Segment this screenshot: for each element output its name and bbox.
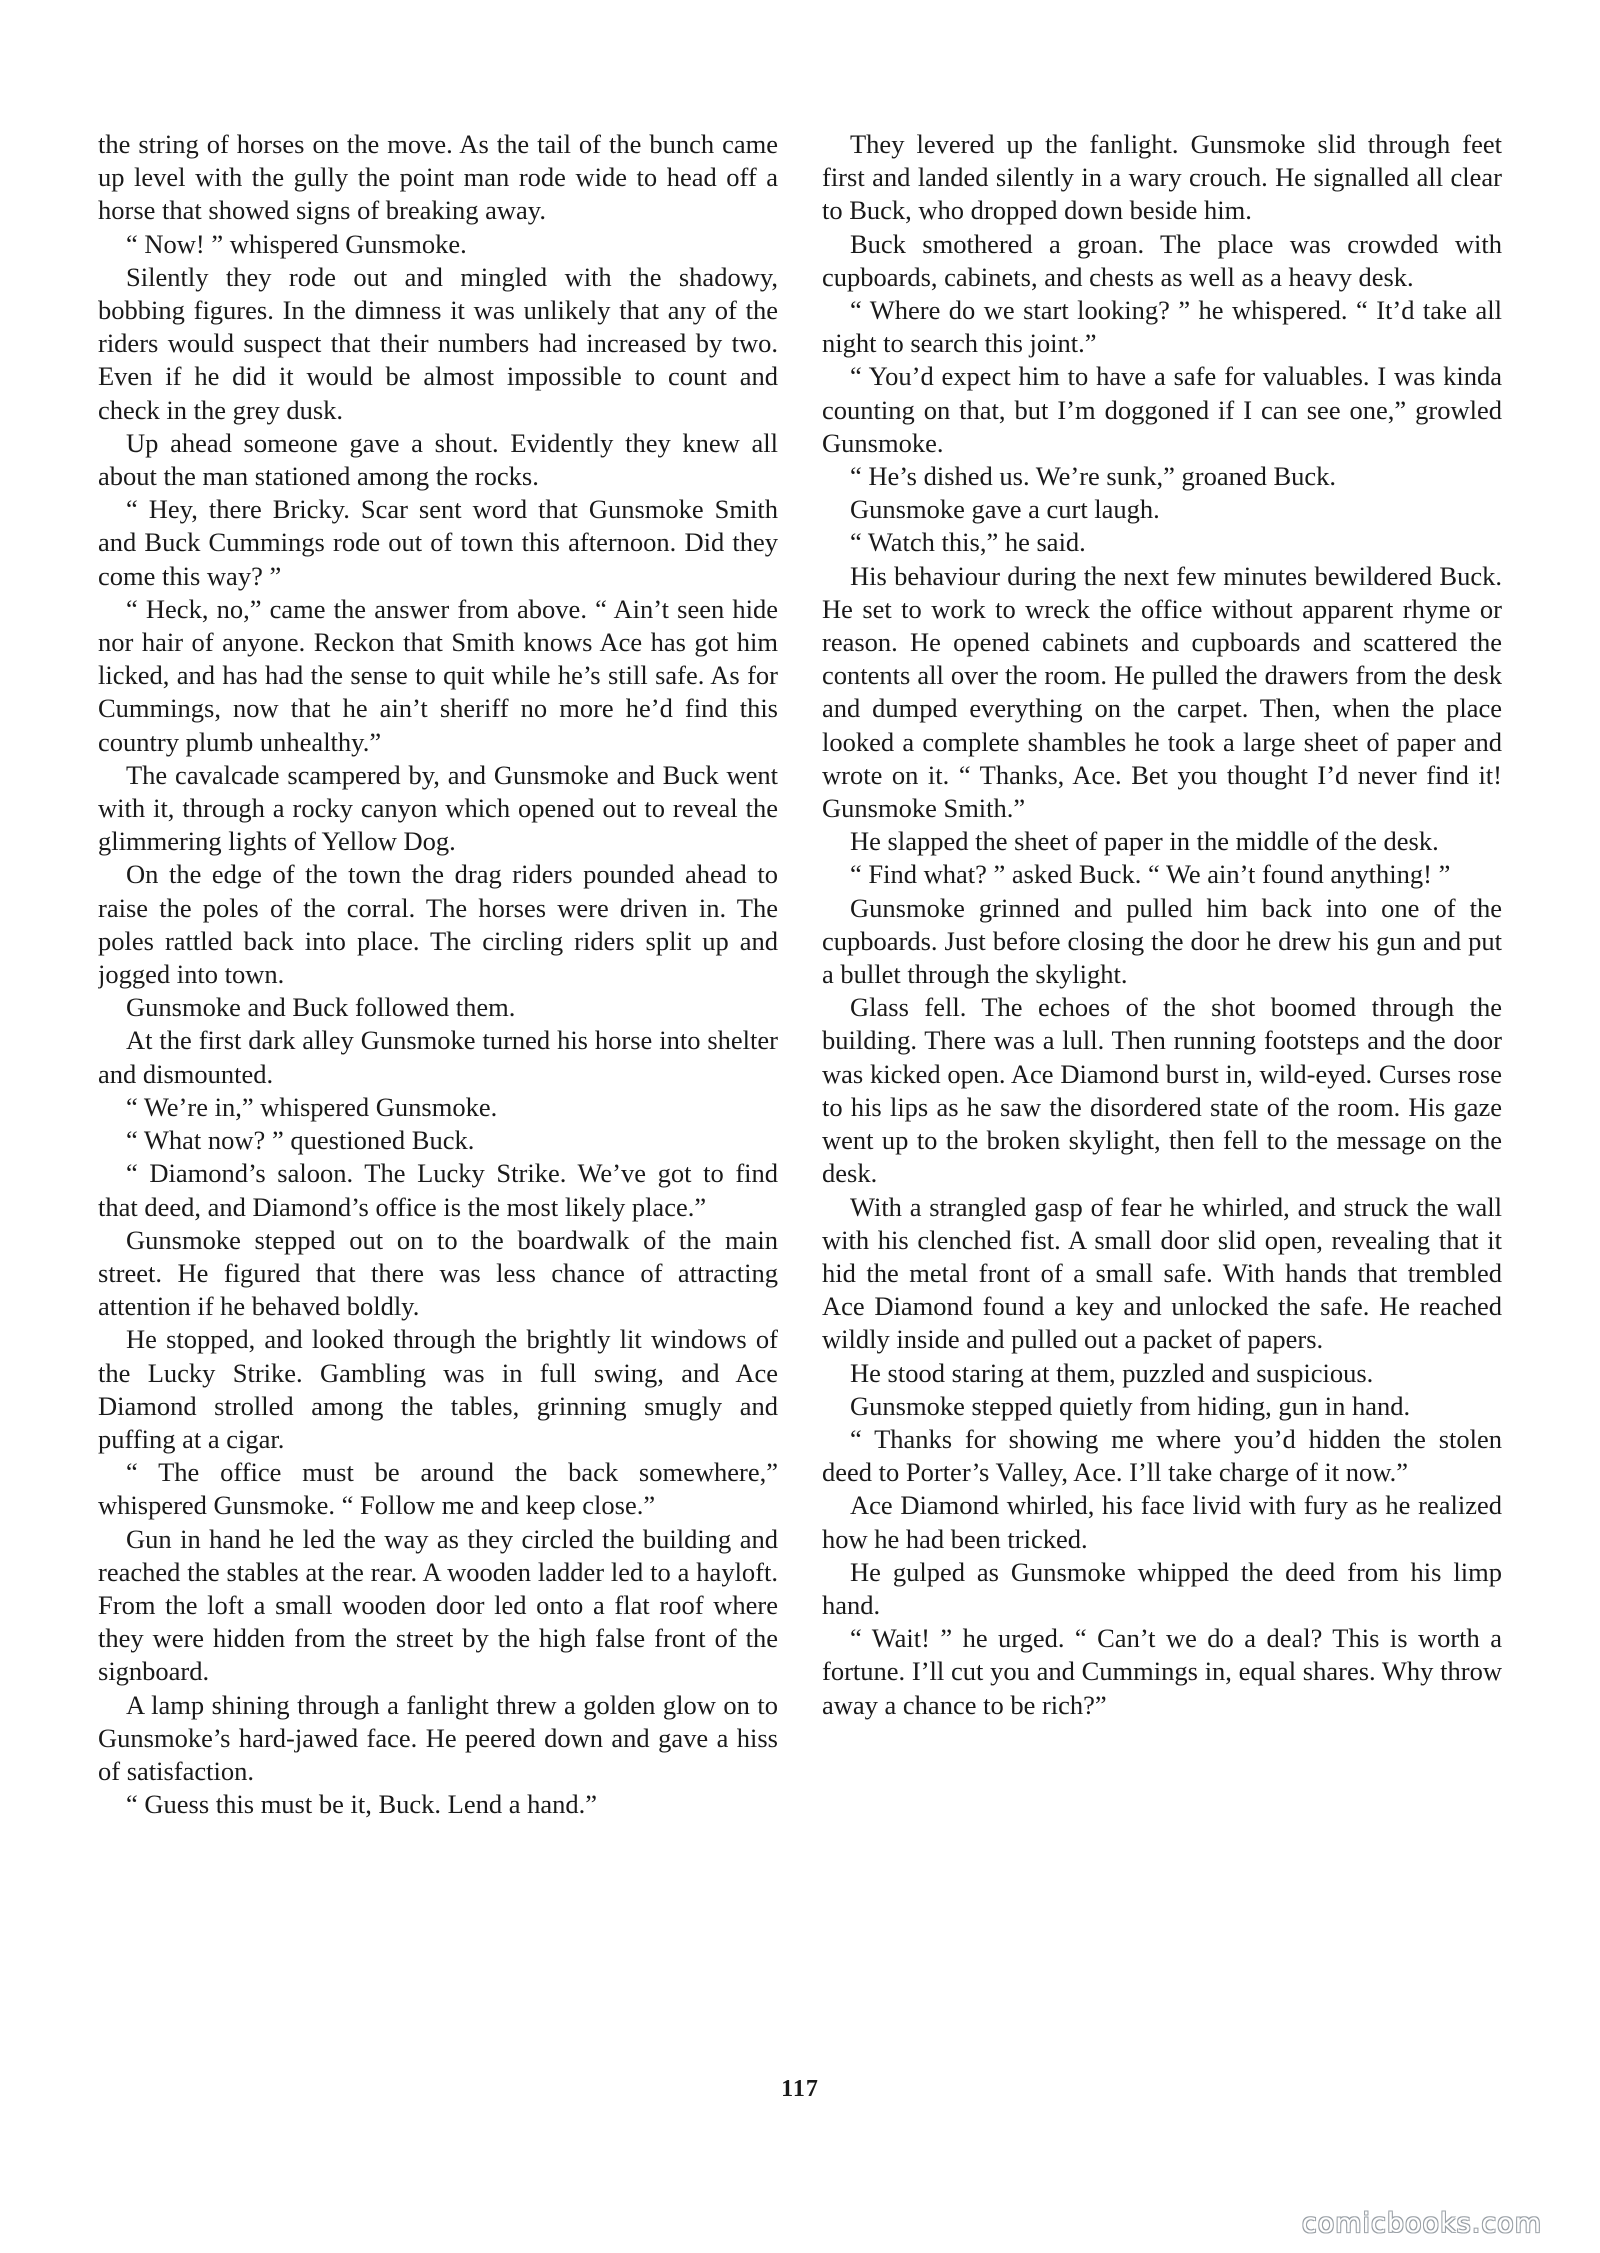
paragraph: “ What now? ” questioned Buck. [126, 1125, 475, 1156]
paragraph: His behaviour during the next few minutes bewildered Buck. He set to work to wreck the office without apparent rhyme or reason. He opened cabinets and cupboards and scattered the contents all over the room. He pulled the drawers from the desk and dumped everything on the carpet. Then, when the place looked a complete shambles he took a large sheet of paper and wrote on it. “ Thanks, Ace. Bet you thought I’d never find it! Gunsmoke Smith.” [822, 560, 1502, 824]
paragraph: Up ahead someone gave a shout. Evidently they knew all about the man stationed among the rocks. [98, 427, 778, 492]
paragraph: “ Watch this,” he said. [850, 527, 1086, 558]
paragraph: On the edge of the town the drag riders pounded ahead to raise the poles of the corral. The horses were driven in. The poles rattled back into place. The circling riders split up and jogged into town. [98, 859, 778, 990]
paragraph: “ Guess this must be it, Buck. Lend a hand.” [126, 1789, 598, 1820]
paragraph: He stood staring at them, puzzled and suspicious. [850, 1357, 1374, 1388]
watermark-logo: comicbooks.com [1301, 2208, 1542, 2239]
paragraph: “ He’s dished us. We’re sunk,” groaned Buck. [850, 461, 1337, 492]
paragraph: Silently they rode out and mingled with the shadowy, bobbing figures. In the dimness it was unlikely that any of the riders would suspect that their numbers had increased by two. Even if he did it would be almost impossible to count and check in the grey dusk. [98, 261, 778, 425]
paragraph: the string of horses on the move. As the tail of the bunch came up level with the gully the point man rode wide to head off a horse that showed signs of breaking away. [98, 129, 778, 226]
paragraph: Gunsmoke gave a curt laugh. [850, 494, 1160, 525]
paragraph: “ Now! ” whispered Gunsmoke. [126, 228, 467, 259]
right-column [822, 128, 1502, 2078]
paragraph: A lamp shining through a fanlight threw a golden glow on to Gunsmoke’s hard-jawed face. He peered down and gave a hiss of satisfaction. [98, 1689, 778, 1786]
paragraph: “ Wait! ” he urged. “ Can’t we do a deal? This is worth a fortune. I’ll cut you and Cummings in, equal shares. Why throw away a chance to be rich?” [822, 1623, 1502, 1720]
paragraph: Gunsmoke stepped out on to the boardwalk of the main street. He figured that there was less chance of attracting attention if he behaved boldly. [98, 1224, 778, 1322]
paragraph: He slapped the sheet of paper in the middle of the desk. [850, 826, 1439, 857]
paragraph: At the first dark alley Gunsmoke turned his horse into shelter and dismounted. [98, 1025, 778, 1089]
paragraph: “ The office must be around the back somewhere,” whispered Gunsmoke. “ Follow me and keep close.” [98, 1457, 778, 1521]
paragraph: Gunsmoke stepped quietly from hiding, gun in hand. [850, 1390, 1411, 1421]
paragraph: “ You’d expect him to have a safe for valuables. I was kinda counting on that, but I’m doggoned if I can see one,” growled Gunsmoke. [822, 361, 1502, 458]
paragraph: With a strangled gasp of fear he whirled, and struck the wall with his clenched fist. A small door slid open, revealing that it hid the metal front of a small safe. With hands that trembled Ace Diamond found a key and unlocked the safe. He reached wildly inside and pulled out a packet of papers. [822, 1191, 1502, 1355]
paragraph: He gulped as Gunsmoke whipped the deed from his limp hand. [822, 1556, 1502, 1620]
paragraph: Ace Diamond whirled, his face livid with fury as he realized how he had been tricked. [822, 1490, 1502, 1554]
paragraph: Gunsmoke and Buck followed them. [126, 992, 516, 1023]
paragraph: “ Thanks for showing me where you’d hidden the stolen deed to Porter’s Valley, Ace. I’ll take charge of it now.” [822, 1423, 1502, 1488]
paragraph: Gunsmoke grinned and pulled him back into one of the cupboards. Just before closing the door he drew his gun and put a bullet through the skylight. [822, 892, 1502, 990]
paragraph: Gun in hand he led the way as they circled the building and reached the stables at the rear. A wooden ladder led to a hayloft. From the loft a small wooden door led onto a flat roof where they were hidden from the street by the high false front of the signboard. [98, 1523, 778, 1687]
paragraph: He stopped, and looked through the brightly lit windows of the Lucky Strike. Gambling was in full swing, and Ace Diamond strolled among the tables, grinning smugly and puffing at a cigar. [98, 1324, 778, 1454]
paragraph: “ Heck, no,” came the answer from above. “ Ain’t seen hide nor hair of anyone. Reckon that Smith knows Ace has got him licked, and has had the sense to quit while he’s still safe. As for Cummings, now that he ain’t sheriff no more he’d find this country plumb unhealthy.” [98, 593, 778, 757]
page-number: 117 [781, 2076, 819, 2102]
paragraph: “ We’re in,” whispered Gunsmoke. [126, 1091, 498, 1122]
paragraph: “ Where do we start looking? ” he whispered. “ It’d take all night to search this joint.” [822, 295, 1502, 359]
paragraph: They levered up the fanlight. Gunsmoke slid through feet first and landed silently in a wary crouch. He signalled all clear to Buck, who dropped down beside him. [822, 129, 1502, 226]
paragraph: “ Find what? ” asked Buck. “ We ain’t found anything! ” [850, 859, 1451, 890]
paragraph: Glass fell. The echoes of the shot boomed through the building. There was a lull. Then running footsteps and the door was kicked open. Ace Diamond burst in, wild-eyed. Curses rose to his lips as he saw the disordered state of the room. His gaze went up to the broken skylight, then fell to the message on the desk. [822, 992, 1502, 1189]
left-column [98, 128, 778, 2078]
paragraph: Buck smothered a groan. The place was crowded with cupboards, cabinets, and chests as well as a heavy desk. [822, 228, 1502, 292]
paragraph: “ Diamond’s saloon. The Lucky Strike. We’ve got to find that deed, and Diamond’s office is the most likely place.” [98, 1158, 778, 1222]
paragraph: “ Hey, there Bricky. Scar sent word that Gunsmoke Smith and Buck Cummings rode out of town this afternoon. Did they come this way? ” [98, 494, 778, 591]
paragraph: The cavalcade scampered by, and Gunsmoke and Buck went with it, through a rocky canyon which opened out to reveal the glimmering lights of Yellow Dog. [98, 759, 778, 857]
text-columns [98, 128, 1502, 2078]
